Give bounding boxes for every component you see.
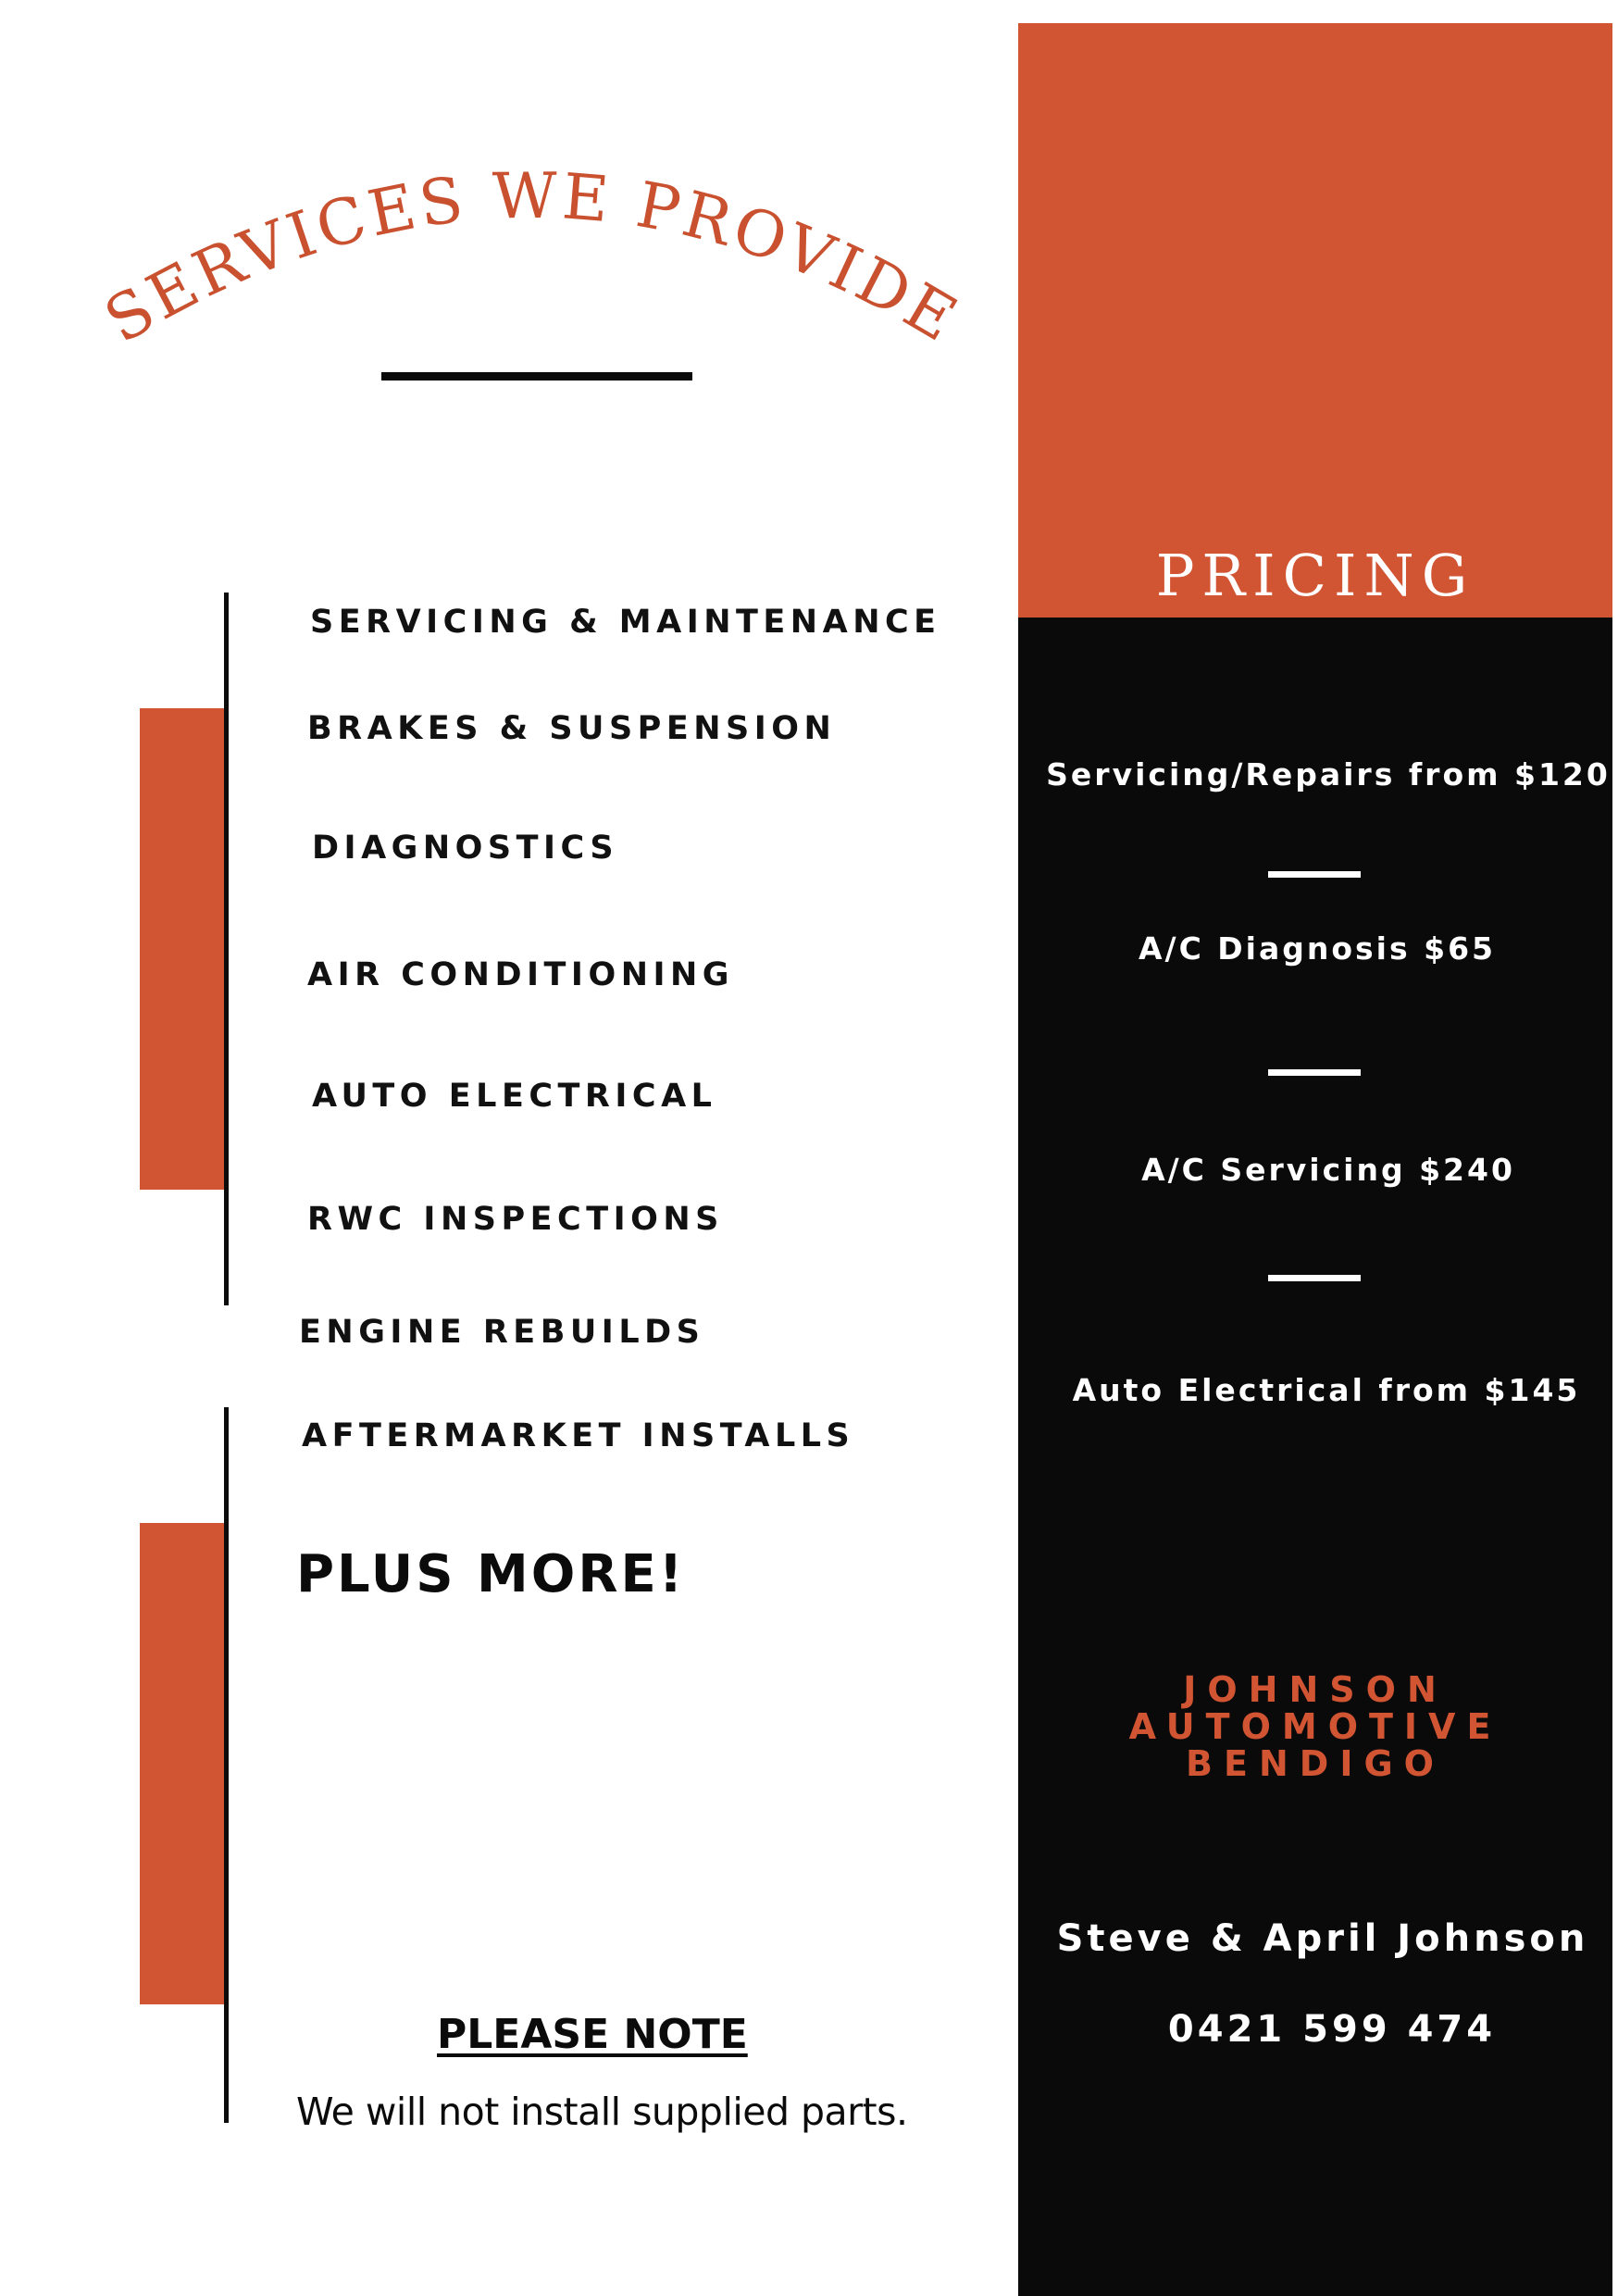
service-item-engine-rebuilds: ENGINE REBUILDS — [299, 1314, 705, 1351]
services-title-text: SERVICES WE PROVIDE — [93, 167, 972, 358]
divider-line-top — [224, 593, 229, 1305]
accent-block-top — [140, 708, 226, 1190]
owner-names: Steve & April Johnson — [1056, 1917, 1589, 1960]
service-item-auto-electrical: AUTO ELECTRICAL — [312, 1078, 717, 1115]
price-divider — [1268, 871, 1361, 878]
plus-more-text: PLUS MORE! — [296, 1544, 686, 1604]
price-item-servicing: Servicing/Repairs from $120 — [1046, 756, 1611, 792]
service-item-air-conditioning: AIR CONDITIONING — [307, 956, 735, 993]
service-item-aftermarket: AFTERMARKET INSTALLS — [302, 1417, 855, 1454]
service-item-servicing: SERVICING & MAINTENANCE — [310, 604, 941, 641]
pricing-header — [1018, 23, 1612, 618]
business-name-line-3: BENDIGO — [1186, 1743, 1445, 1784]
price-item-auto-electrical: Auto Electrical from $145 — [1072, 1372, 1581, 1408]
svg-text:SERVICES WE PROVIDE — [93, 167, 971, 358]
phone-number: 0421 599 474 — [1167, 2008, 1497, 2051]
service-item-diagnostics: DIAGNOSTICS — [312, 830, 619, 867]
please-note-text: We will not install supplied parts. — [296, 2090, 908, 2134]
title-underline — [381, 372, 692, 381]
service-item-rwc: RWC INSPECTIONS — [307, 1201, 724, 1238]
price-divider — [1268, 1275, 1361, 1281]
pricing-panel — [1018, 618, 1612, 2296]
services-title — [93, 167, 972, 380]
price-item-ac-servicing: A/C Servicing $240 — [1141, 1152, 1515, 1188]
price-divider — [1268, 1069, 1361, 1076]
accent-block-bottom — [140, 1523, 226, 2004]
business-name — [1018, 1671, 1612, 1782]
divider-line-bottom — [224, 1407, 229, 2123]
please-note-heading: PLEASE NOTE — [437, 2011, 748, 2058]
business-name-line-1: JOHNSON — [1183, 1669, 1448, 1710]
pricing-title: PRICING — [1155, 542, 1475, 609]
price-item-ac-diagnosis: A/C Diagnosis $65 — [1138, 930, 1497, 967]
business-name-line-2: AUTOMOTIVE — [1128, 1706, 1502, 1747]
service-item-brakes: BRAKES & SUSPENSION — [307, 710, 837, 747]
